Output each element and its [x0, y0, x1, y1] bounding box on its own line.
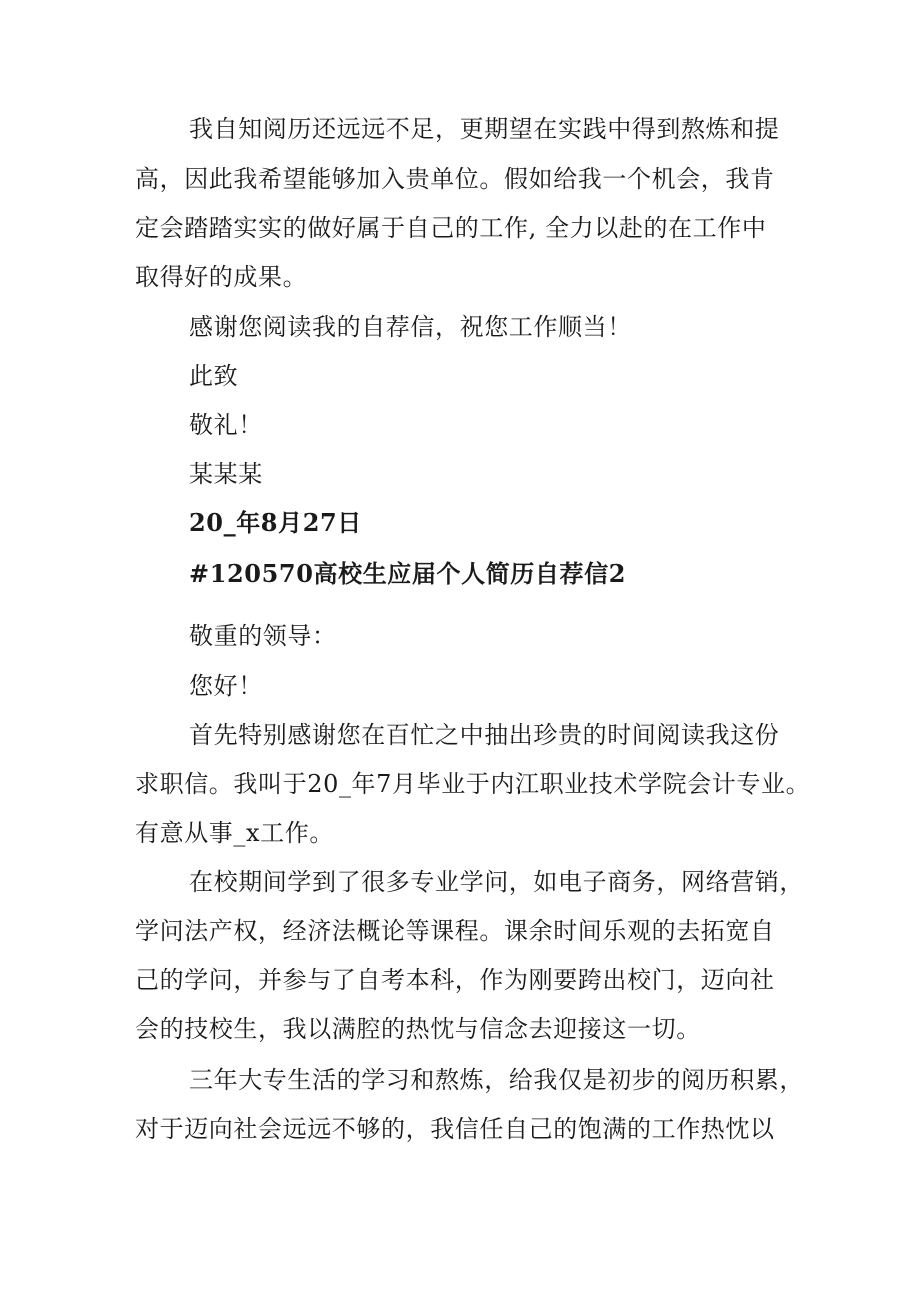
- line-text: 感谢您阅读我的自荐信，祝您工作顺当！: [189, 313, 632, 341]
- paragraph-line: [0, 955, 920, 1005]
- line-text: 对于迈向社会远远不够的，我信任自己的饱满的工作热忱以: [135, 1115, 775, 1143]
- line-text: 学问法产权，经济法概论等课程。课余时间乐观的去拓宽自: [135, 917, 775, 945]
- paragraph-line: [0, 906, 920, 956]
- line-text: 首先特别感谢您在百忙之中抽出珍贵的时间阅读我这份: [189, 721, 780, 749]
- paragraph-line: [0, 808, 920, 858]
- signature-date: [0, 498, 920, 548]
- line-text: 在校期间学到了很多专业学问，如电子商务，网络营销，: [189, 868, 804, 896]
- paragraph-line: [0, 857, 920, 907]
- greeting-line: [0, 661, 920, 711]
- line-text: 会的技校生，我以满腔的热忱与信念去迎接这一切。: [135, 1015, 701, 1043]
- line-text: 您好！: [189, 672, 263, 700]
- closing-thanks: [0, 302, 920, 352]
- paragraph-line: [0, 1004, 920, 1054]
- greeting-line: [0, 611, 920, 661]
- line-text: 敬礼！: [189, 411, 263, 439]
- line-text: 20_年8月27日: [189, 508, 362, 537]
- line-text: #120570高校生应届个人简历自荐信2: [189, 559, 627, 588]
- paragraph-line: [0, 252, 920, 302]
- paragraph-line: [0, 759, 920, 809]
- paragraph-line: [0, 203, 920, 253]
- line-text: 三年大专生活的学习和熬炼，给我仅是初步的阅历积累，: [189, 1066, 804, 1094]
- closing-salutation: [0, 351, 920, 401]
- paragraph-line: [0, 710, 920, 760]
- line-text: 此致: [189, 362, 239, 390]
- line-text: 某某某: [189, 460, 263, 488]
- paragraph-line: [0, 1104, 920, 1154]
- line-text: 敬重的领导：: [189, 622, 337, 650]
- line-text: 求职信。我叫于20_年7月毕业于内江职业技术学院会计专业。: [135, 770, 811, 798]
- line-text: 定会踏踏实实的做好属于自己的工作, 全力以赴的在工作中: [135, 214, 767, 242]
- paragraph-line: [0, 104, 920, 154]
- signature-name: [0, 449, 920, 499]
- closing-regards: [0, 400, 920, 450]
- section-heading: [0, 549, 920, 599]
- line-text: 己的学问，并参与了自考本科，作为刚要跨出校门，迈向社: [135, 966, 775, 994]
- line-text: 我自知阅历还远远不足，更期望在实践中得到熬炼和提: [189, 115, 780, 143]
- line-text: 高，因此我希望能够加入贵单位。假如给我一个机会，我肯: [135, 165, 775, 193]
- paragraph-line: [0, 1055, 920, 1105]
- paragraph-line: [0, 154, 920, 204]
- line-text: 有意从事_x工作。: [135, 819, 334, 847]
- line-text: 取得好的成果。: [135, 263, 308, 291]
